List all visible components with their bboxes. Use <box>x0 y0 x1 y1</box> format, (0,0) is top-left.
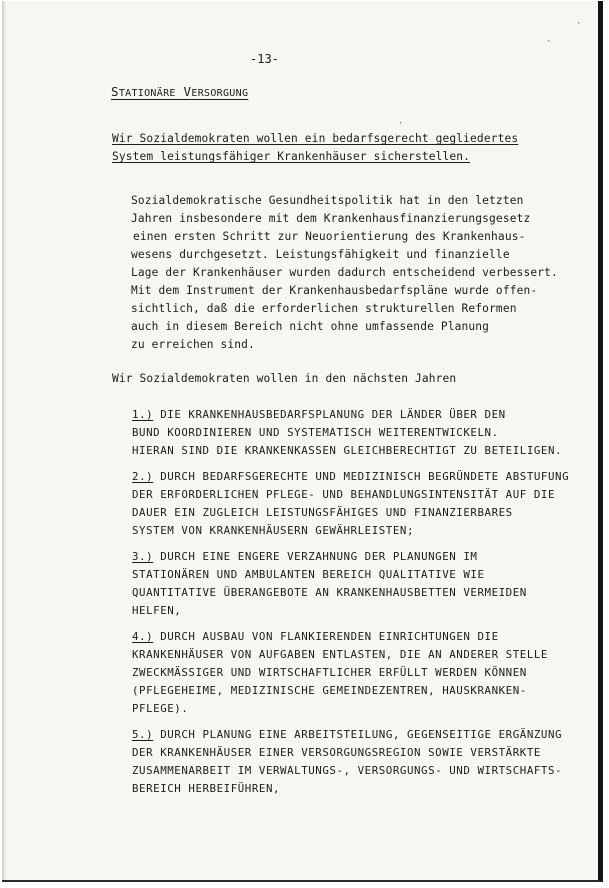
list-item-line: (PFLEGEHEIME, MEDIZINISCHE GEMEINDEZENTREN, HAUSKRANKEN- <box>132 684 527 697</box>
lead-line-2: System leistungsfähiger Krankenhäuser sicherstellen. <box>112 150 471 163</box>
lead-line-1: Wir Sozialdemokraten wollen ein bedarfsgerecht gegliedertes <box>112 132 519 145</box>
document-page <box>2 1 603 882</box>
paragraph-line: wesens durchgesetzt. Leistungsfähigkeit und finanzielle <box>131 248 510 261</box>
list-item-line: BEREICH HERBEIFÜHREN, <box>132 782 281 795</box>
item-number: 4.) <box>132 630 154 643</box>
scan-speck: · <box>576 19 582 29</box>
paragraph-line: sichtlich, daß die erforderlichen strukturellen Reformen <box>131 302 517 315</box>
list-item-line: ZUSAMMENARBEIT IM VERWALTUNGS-, VERSORGUNGS- UND WIRTSCHAFTS- <box>132 764 563 777</box>
list-item-1: 1.) DIE KRANKENHAUSBEDARFSPLANUNG DER LÄNDER ÜBER DEN <box>132 408 506 421</box>
list-item-line: KRANKENHÄUSER VON AUFGABEN ENTLASTEN, DIE AN ANDERER STELLE <box>132 648 548 661</box>
paragraph-line: Sozialdemokratische Gesundheitspolitik hat in den letzten <box>131 194 524 207</box>
paragraph-line: Mit dem Instrument der Krankenhausbedarfspläne wurde offen- <box>131 284 538 297</box>
intro-line: Wir Sozialdemokraten wollen in den nächsten Jahren <box>112 372 457 385</box>
list-item-line: SYSTEM VON KRANKENHÄUSERN GEWÄHRLEISTEN; <box>132 524 415 537</box>
scan-speck: · <box>546 37 552 47</box>
list-item-2: 2.) DURCH BEDARFSGERECHTE UND MEDIZINISCH BEGRÜNDETE ABSTUFUNG <box>132 470 570 483</box>
list-item-5: 5.) DURCH PLANUNG EINE ARBEITSTEILUNG, GEGENSEITIGE ERGÄNZUNG <box>132 728 563 741</box>
scan-edge-shadow <box>2 1 6 880</box>
list-item-line: BUND KOORDINIEREN UND SYSTEMATISCH WEITERENTWICKELN. <box>132 426 499 439</box>
section-heading: STATIONÄRE VERSORGUNG <box>111 84 249 99</box>
list-item-line: PFLEGE). <box>132 702 189 715</box>
paragraph-line: Jahren insbesondere mit dem Krankenhausfinanzierungsgesetz <box>131 212 531 225</box>
paragraph-line: zu erreichen sind. <box>131 338 255 351</box>
item-number: 5.) <box>132 728 154 741</box>
list-item-line: DAUER EIN ZUGLEICH LEISTUNGSFÄHIGES UND FINANZIERBARES <box>132 506 513 519</box>
list-item-line: ZWECKMÄSSIGER UND WIRTSCHAFTLICHER ERFÜLLT WERDEN KÖNNEN <box>132 666 527 679</box>
scan-speck: · <box>398 119 404 129</box>
list-item-4: 4.) DURCH AUSBAU VON FLANKIERENDEN EINRICHTUNGEN DIE <box>132 630 499 643</box>
list-item-line: DER ERFORDERLICHEN PFLEGE- UND BEHANDLUNGSINTENSITÄT AUF DIE <box>132 488 556 501</box>
list-item-line: DER KRANKENHÄUSER EINER VERSORGUNGSREGION SOWIE VERSTÄRKTE <box>132 746 541 759</box>
paragraph-line: Lage der Krankenhäuser wurden dadurch entscheidend verbessert. <box>131 266 558 279</box>
list-item-line: HELFEN, <box>132 604 182 617</box>
item-number: 2.) <box>132 470 154 483</box>
list-item-line: HIERAN SIND DIE KRANKENKASSEN GLEICHBERECHTIGT ZU BETEILIGEN. <box>132 444 563 457</box>
list-item-3: 3.) DURCH EINE ENGERE VERZAHNUNG DER PLANUNGEN IM <box>132 550 478 563</box>
list-item-line: STATIONÄREN UND AMBULANTEN BEREICH QUALITATIVE WIE <box>132 568 485 581</box>
page-number: -13- <box>250 52 279 66</box>
list-item-line: QUANTITATIVE ÜBERANGEBOTE AN KRANKENHAUSBETTEN VERMEIDEN <box>132 586 527 599</box>
item-number: 3.) <box>132 550 154 563</box>
paragraph-line: auch in diesem Bereich nicht ohne umfassende Planung <box>131 320 490 333</box>
paragraph-line: einen ersten Schritt zur Neuorientierung des Krankenhaus- <box>133 230 526 243</box>
item-number: 1.) <box>132 408 154 421</box>
